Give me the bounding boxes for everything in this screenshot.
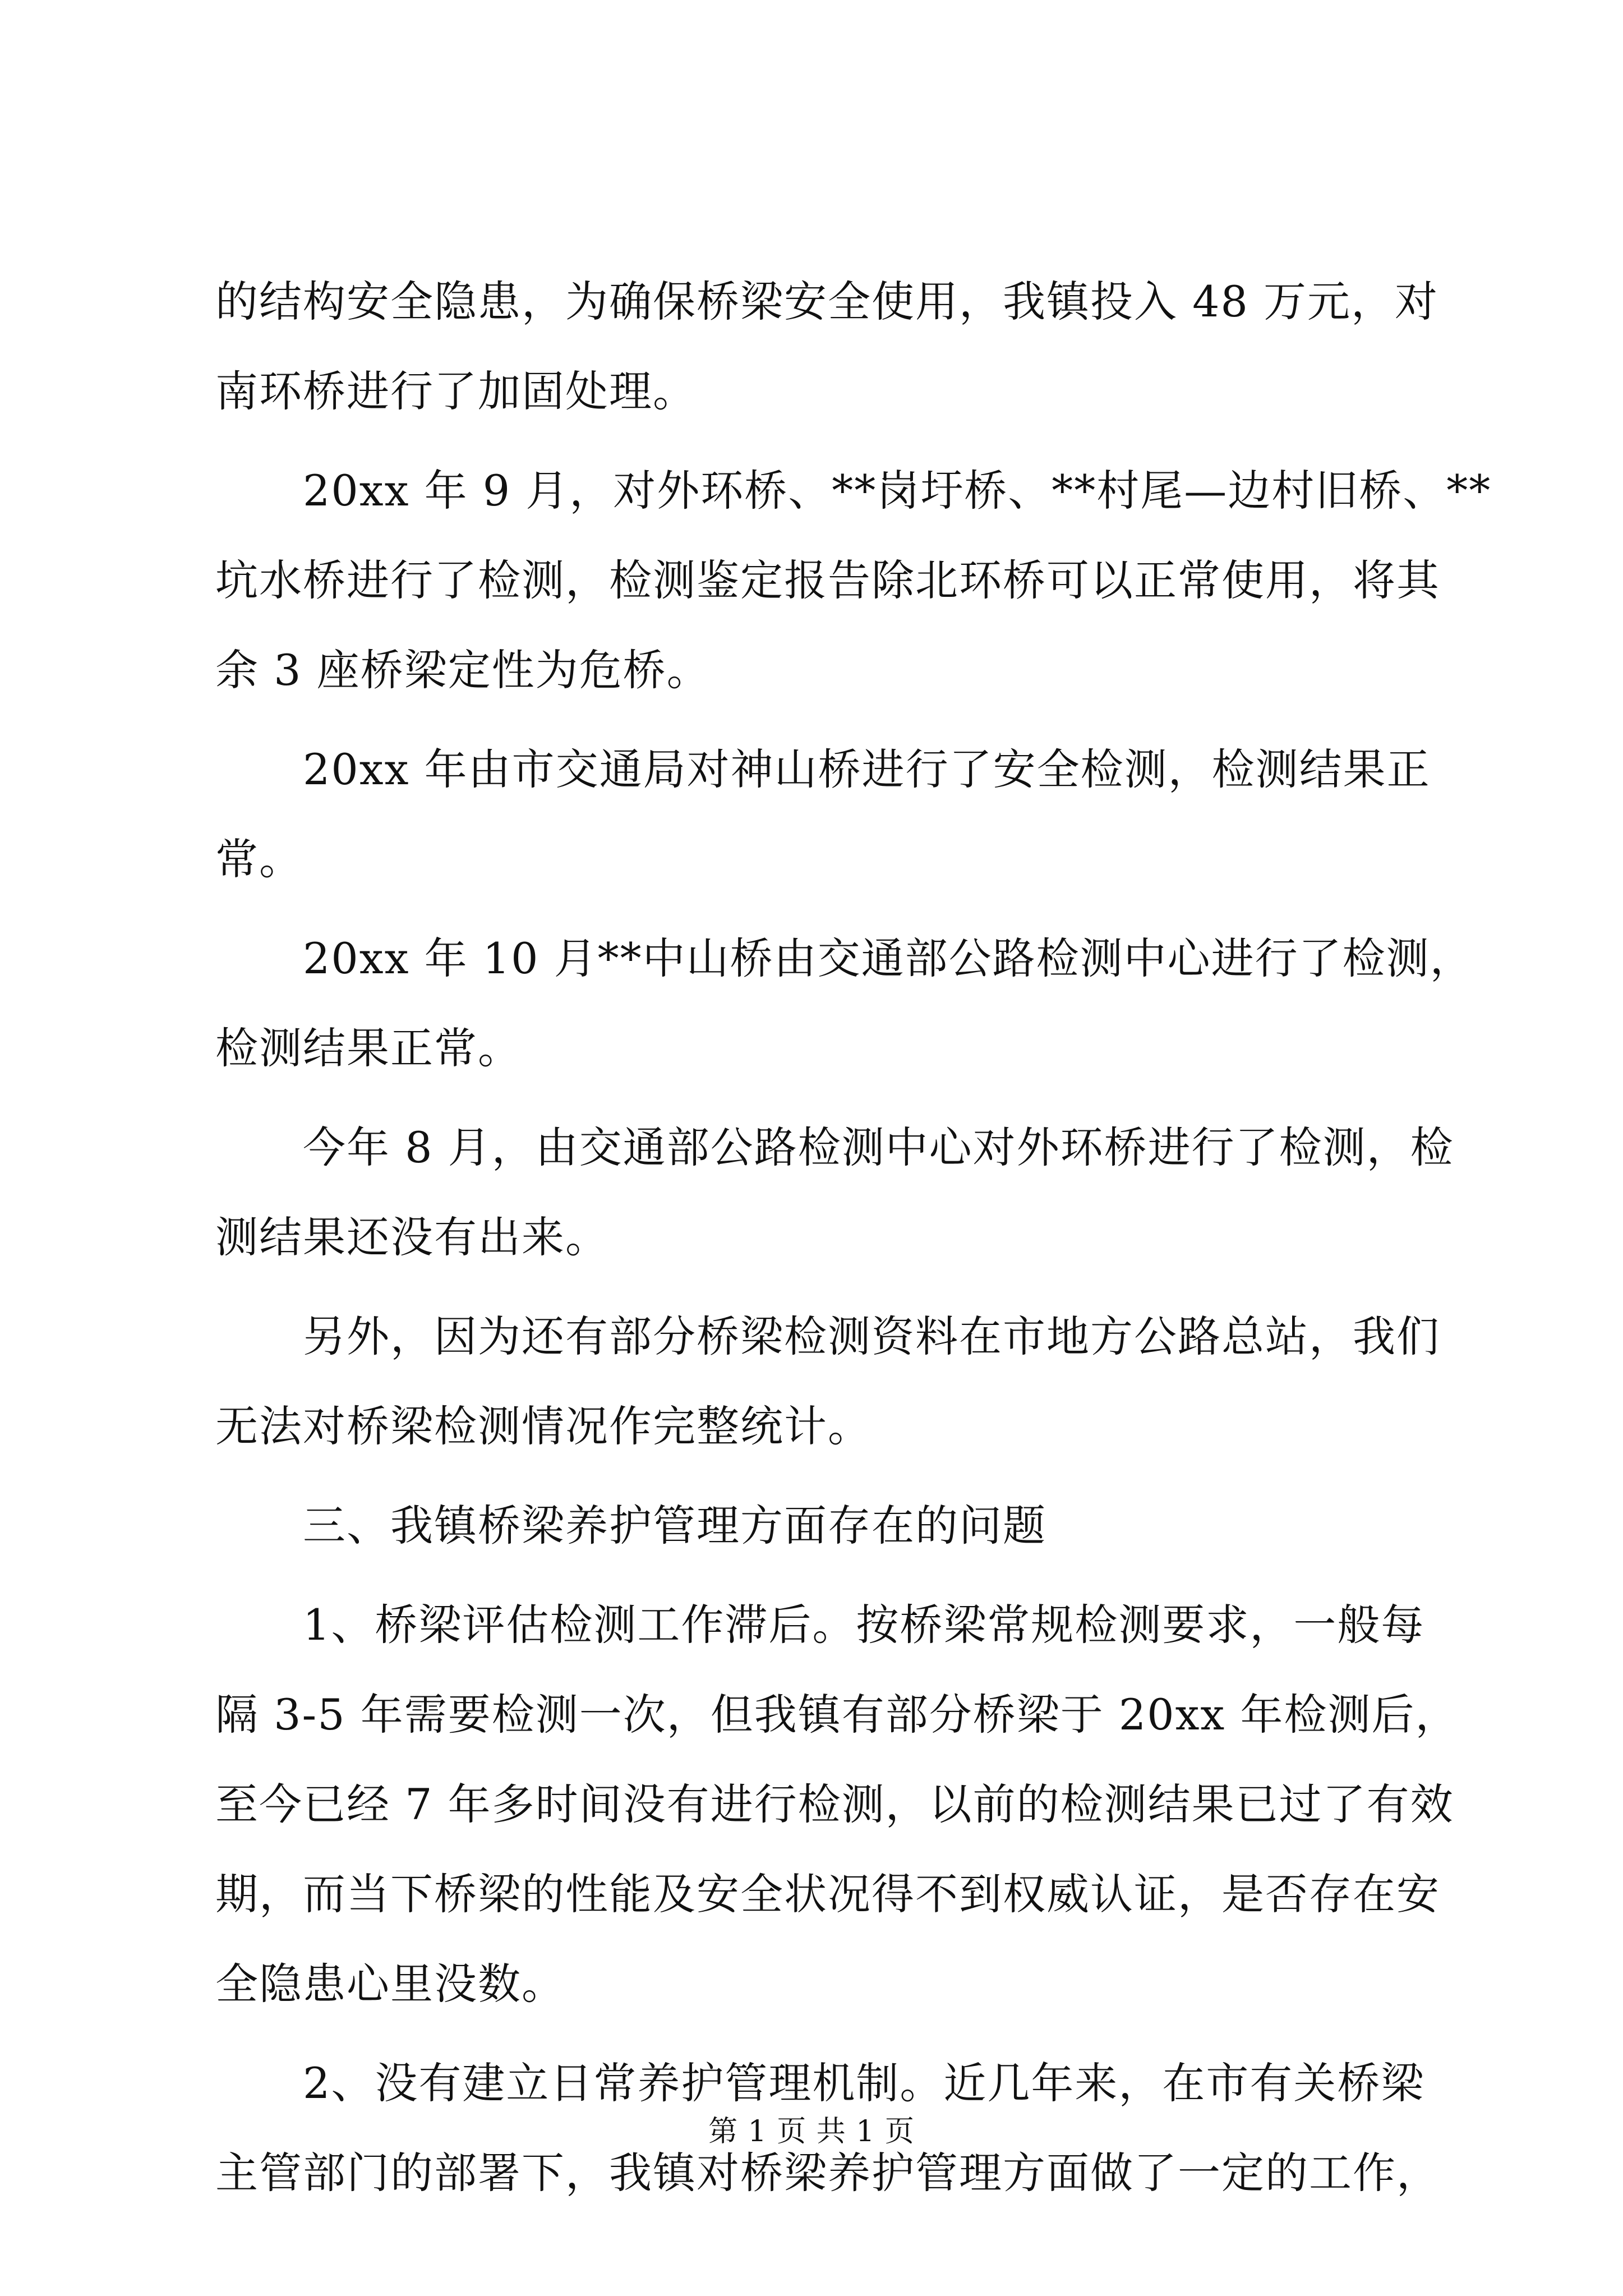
paragraph-line: 测结果还没有出来。 — [215, 1212, 609, 1262]
paragraph-line: 期，而当下桥梁的性能及安全状况得不到权威认证，是否存在安 — [215, 1869, 1440, 1919]
page-footer: 第 1 页 共 1 页 — [708, 2115, 915, 2148]
paragraph-line: 全隐患心里没数。 — [215, 1959, 565, 2009]
paragraph-line: 余 3 座桥梁定性为危桥。 — [215, 645, 711, 695]
paragraph-line: 隔 3-5 年需要检测一次，但我镇有部分桥梁于 20xx 年检测后， — [215, 1690, 1459, 1740]
paragraph-line: 至今已经 7 年多时间没有进行检测，以前的检测结果已过了有效 — [215, 1779, 1454, 1829]
paragraph-line: 1、桥梁评估检测工作滞后。按桥梁常规检测要求，一般每 — [303, 1600, 1425, 1650]
document-body — [215, 257, 1492, 2218]
paragraph-line: 20xx 年由市交通局对神山桥进行了安全检测，检测结果正 — [303, 744, 1431, 794]
paragraph-line: 另外，因为还有部分桥梁检测资料在市地方公路总站，我们 — [303, 1312, 1440, 1361]
paragraph-line: 主管部门的部署下，我镇对桥梁养护管理方面做了一定的工作， — [215, 2148, 1440, 2198]
paragraph-line: 常。 — [215, 834, 303, 884]
paragraph-line: 无法对桥梁检测情况作完整统计。 — [215, 1401, 872, 1451]
paragraph-line: 南环桥进行了加固处理。 — [215, 366, 697, 416]
paragraph-line: 20xx 年 10 月**中山桥由交通部公路检测中心进行了检测， — [303, 933, 1474, 983]
paragraph-line: 20xx 年 9 月，对外环桥、**岗圩桥、**村尾—边村旧桥、** — [303, 466, 1492, 516]
paragraph-line: 2、没有建立日常养护管理机制。近几年来，在市有关桥梁 — [303, 2058, 1425, 2108]
paragraph-line: 坑水桥进行了检测，检测鉴定报告除北环桥可以正常使用，将其 — [215, 555, 1440, 605]
paragraph-line: 的结构安全隐患，为确保桥梁安全使用，我镇投入 48 万元，对 — [215, 277, 1439, 326]
paragraph-line: 今年 8 月，由交通部公路检测中心对外环桥进行了检测，检 — [303, 1122, 1454, 1172]
paragraph-line: 检测结果正常。 — [215, 1023, 522, 1073]
section-heading: 三、我镇桥梁养护管理方面存在的问题 — [303, 1501, 1046, 1550]
